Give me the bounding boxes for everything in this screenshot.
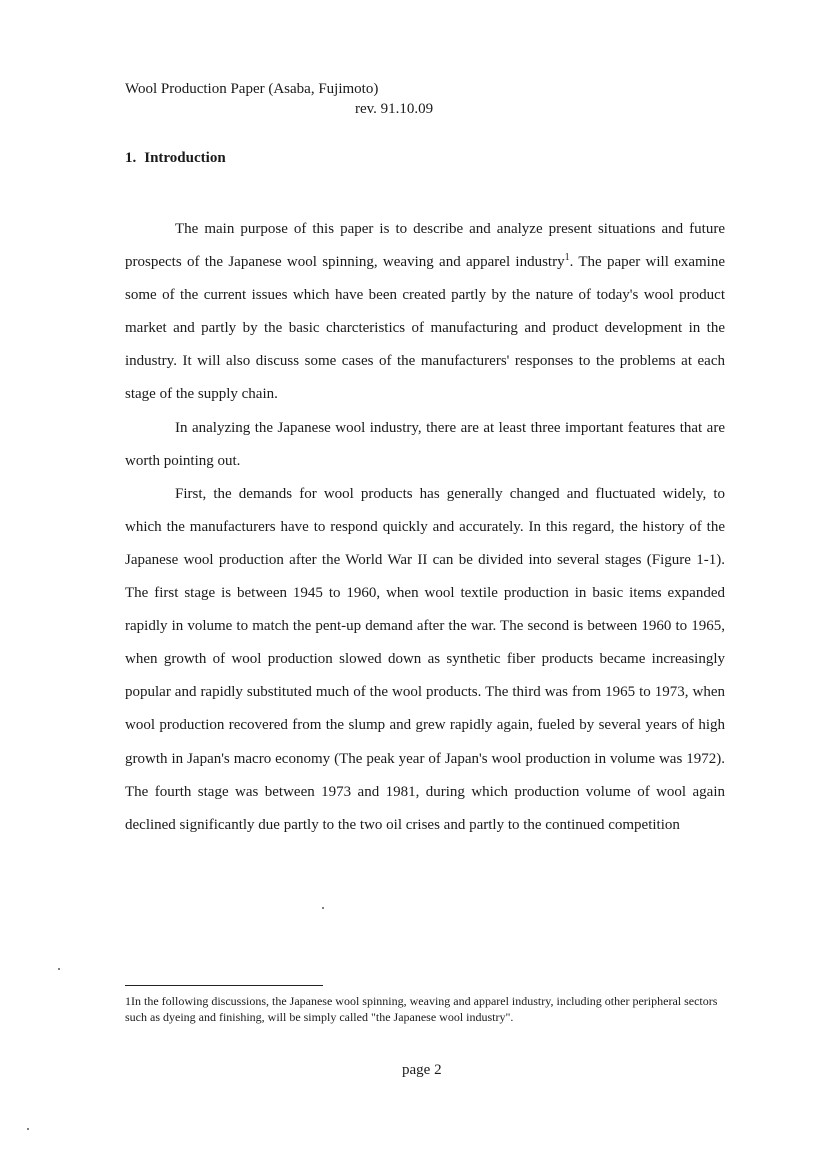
revision-date: rev. 91.10.09 <box>355 101 434 117</box>
scan-speck <box>27 1128 29 1130</box>
footnote-reference: 1 <box>564 252 570 264</box>
footnote-number: 1 <box>125 994 131 1008</box>
section-number: 1. <box>125 150 137 166</box>
section-heading <box>125 148 226 168</box>
footnote <box>125 993 725 1025</box>
paragraph-text: . The paper will examine some of the current issues which have been created partly by the nature of today's wool product market and partly by the basic charcteristics of manufacturing and product development in the industry. It will also discuss some cases of the manufacturers' responses to the problems at each stage of the supply chain. <box>125 254 725 403</box>
document-title: Wool Production Paper (Asaba, Fujimoto) <box>125 81 379 97</box>
scan-speck <box>322 907 324 909</box>
page-number: page 2 <box>402 1062 442 1078</box>
section-title: Introduction <box>144 150 226 166</box>
footnote-divider <box>125 985 323 986</box>
paragraph <box>125 213 725 412</box>
scan-speck <box>58 968 60 970</box>
paragraph: In analyzing the Japanese wool industry, there are at least three important features that are worth pointing out. <box>125 419 725 469</box>
body-text <box>125 213 725 842</box>
paragraph-text: The main purpose of this paper is to describe and analyze present situations and future prospects of the Japanese wool spinning, weaving and apparel industry <box>125 221 725 271</box>
footnote-text: In the following discussions, the Japanese wool spinning, weaving and apparel industry, including other peripheral sectors such as dyeing and finishing, will be simply called "the Japanese wool industry". <box>125 994 718 1024</box>
paragraph: First, the demands for wool products has generally changed and fluctuated widely, to which the manufacturers have to respond quickly and accurately. In this regard, the history of the Japanese wool production after the World War II can be divided into several stages (Figure 1-1). The first stage is between 1945 to 1960, when wool textile production in basic items expanded rapidly in volume to match the pent-up demand after the war. The second is between 1960 to 1965, when growth of wool production slowed down as synthetic fiber products became increasingly popular and rapidly substituted much of the wool products. The third was from 1965 to 1973, when wool production recovered from the slump and grew rapidly again, fueled by several years of high growth in Japan's macro economy (The peak year of Japan's wool production in volume was 1972). The fourth stage was between 1973 and 1981, during which production volume of wool again declined significantly due partly to the two oil crises and partly to the continued competition <box>125 485 725 833</box>
